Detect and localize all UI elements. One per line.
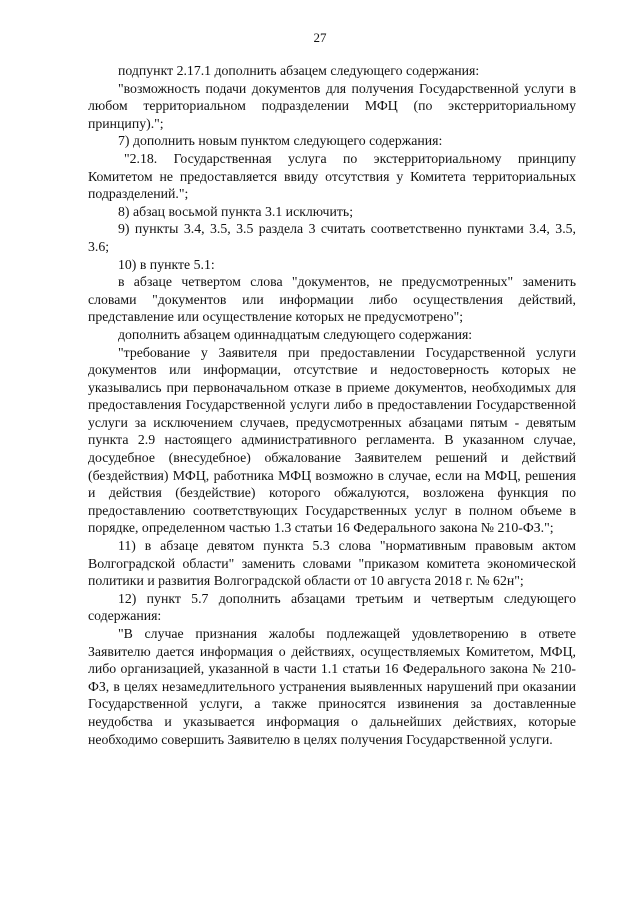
paragraph-item-8: 8) абзац восьмой пункта 3.1 исключить; — [118, 203, 354, 219]
paragraph-item-9: 9) пункты 3.4, 3.5, 3.5 раздела 3 считать соответственно пунктами 3.4, 3.5, 3.6; — [88, 221, 576, 254]
paragraph-quote-mfc: "возможность подачи документов для получения Государственной услуги в любом территориальном подразделении МФЦ (по экстерриториальному принципу)."; — [88, 80, 576, 131]
paragraph-quote-complaint: "В случае признания жалобы подлежащей удовлетворению в ответе Заявителю дается информация о действиях, осуществляемых Комитетом, МФЦ, либо организацией, указанной в части 1.1 статьи 16 Федерального закона № 210-ФЗ, в целях незамедлительного устранения выявленных нарушений при оказании Государственной услуги, а также приносятся извинения за доставленные неудобства и указывается информация о дальнейших действиях, которые необходимо совершить Заявителю в целях получения Государственной услуги. — [88, 626, 576, 747]
page-number: 27 — [313, 30, 327, 45]
paragraph-item-7: 7) дополнить новым пунктом следующего содержания: — [118, 133, 443, 149]
paragraph-item-10-a: в абзаце четвертом слова "документов, не предусмотренных" заменить словами "документов или информации либо осуществления действий, представление или осуществление которых не предусмотрено"; — [88, 274, 576, 325]
paragraph-item-12: 12) пункт 5.7 дополнить абзацами третьим и четвертым следующего содержания: — [88, 590, 576, 624]
document-body — [88, 62, 576, 748]
paragraph-quote-2-18: "2.18. Государственная услуга по экстерриториальному принципу Комитетом не предоставляется ввиду отсутствия у Комитета территориальных подразделений."; — [88, 150, 576, 202]
paragraph-subpoint-2-17-1: подпункт 2.17.1 дополнить абзацем следующего содержания: — [118, 63, 480, 78]
paragraph-item-10: 10) в пункте 5.1: — [118, 256, 215, 272]
paragraph-item-10-b: дополнить абзацем одиннадцатым следующего содержания: — [118, 326, 473, 342]
paragraph-item-11: 11) в абзаце девятом пункта 5.3 слова "нормативным правовым актом Волгоградской области" заменить словами "приказом комитета экономической политики и развития Волгоградской области от 10 августа 2018 г. № 62н"; — [88, 538, 576, 589]
paragraph-quote-requirement: "требование у Заявителя при предоставлении Государственной услуги документов или информации, отсутствие и недостоверность которых не указывались при первоначальном отказе в приеме документов, необходимых для предоставления Государственной услуги либо в предоставлении Государственной услуги за исключением случаев, предусмотренных абзацами пятым - девятым пункта 2.9 настоящего административного регламента. В указанном случае, досудебное (внесудебное) обжалование Заявителем решений и действий (бездействия) МФЦ, работника МФЦ возможно в случае, если на МФЦ, решения и действия (бездействие) которого обжалуются, возложена функция по предоставлению соответствующих Государственных услуг в полном объеме в порядке, определенном частью 1.3 статьи 16 Федерального закона № 210-ФЗ."; — [88, 344, 576, 536]
